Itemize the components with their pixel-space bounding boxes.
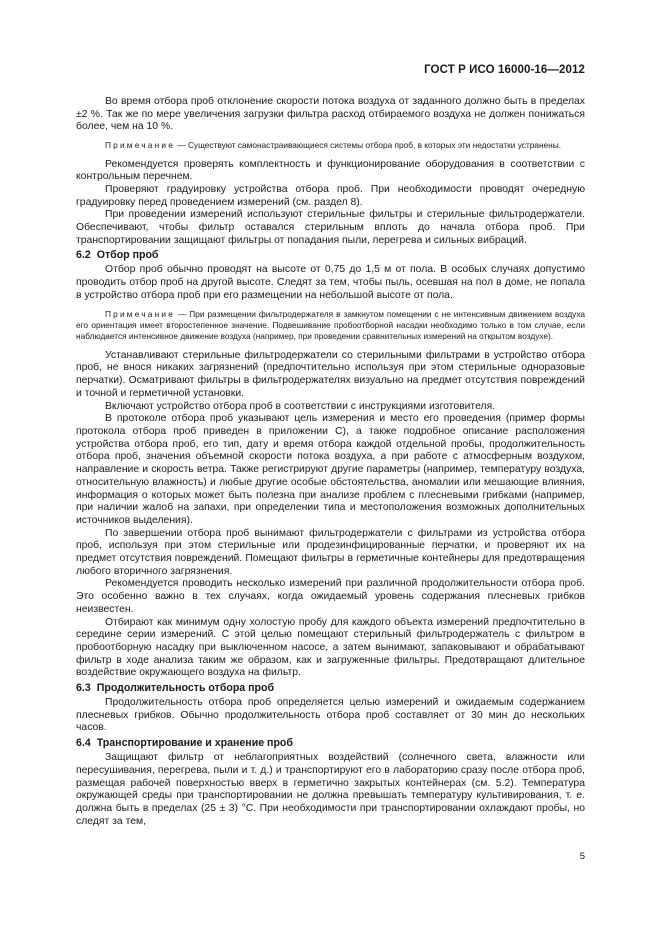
note-paragraph bbox=[76, 309, 585, 343]
body-paragraph: Устанавливают стерильные фильтродержатели со стерильными фильтрами в устройство отбора проб, не внося никаких загрязнений (предпочтительно используя при этом стерильные одноразовые перчатки). Осматривают фильтры в фильтродержателях визуально на предмет отсутствия повреждений и точной и герметичной установки. bbox=[76, 349, 585, 399]
body-paragraph: Защищают фильтр от неблагоприятных воздействий (солнечного света, влажности или пересушивания, перегрева, пыли и т. д.) и транспортируют его в лабораторию сразу после отбора проб, размещая рабочей поверхностью вверх в герметично закрытых контейнерах (см. 5.2). Температура окружающей среды при транспортировании не должна превышать температуру культивирования, т. е. должна быть в пределах (25 ± 3) °С. При необходимости при транспортировании охлаждают пробы, но следят за тем, bbox=[76, 752, 585, 827]
body-paragraph: Отбирают как минимум одну холостую пробу для каждого объекта измерений предпочтительно в середине серии измерений. С этой целью помещают стерильный фильтродержатель с фильтром в пробоотборную насадку при выключенном насосе, а затем вынимают, запаковывают и обрабатывают фильтр в ходе анализа таким же образом, как и загруженные фильтры. Предотвращают длительное воздействие окружающего воздуха на фильтр. bbox=[76, 616, 585, 679]
section-title: Транспортирование и хранение проб bbox=[96, 737, 293, 750]
page-number: 5 bbox=[579, 851, 585, 862]
section-number: 6.3 bbox=[76, 682, 91, 695]
section-heading bbox=[76, 682, 585, 695]
body-paragraph: Во время отбора проб отклонение скорости потока воздуха от заданного должно быть в пределах ±2 %. Так же по мере увеличения загрузки фильтра расход отбираемого воздуха не должен понижаться более, чем на 10 %. bbox=[76, 96, 585, 133]
body-paragraph: При проведении измерений используют стерильные фильтры и стерильные фильтродержатели. Обеспечивают, чтобы фильтр оставался стерильным вплоть до начала отбора проб. При транспортировании защищают фильтры от попадания пыли, перегрева и сильных вибраций. bbox=[76, 209, 585, 246]
body-paragraph: Проверяют градуировку устройства отбора проб. При необходимости проводят очередную градуировку перед проведением измерений (см. раздел 8). bbox=[76, 183, 585, 208]
section-heading bbox=[76, 249, 585, 262]
section-title: Отбор проб bbox=[96, 249, 159, 262]
document-body bbox=[76, 96, 585, 828]
body-paragraph: В протоколе отбора проб указывают цель измерения и место его проведения (пример формы протокола отбора проб приведен в приложении С), а также подробное описание расположения устройства отбора проб, его тип, дату и время отбора каждой отдельной пробы, продолжительность отбора проб, значения объемной скорости потока воздуха, а при работе с атмосферным воздухом, направление и скорость ветра. Также регистрируют другие параметры (например, температуру воздуха, относительную влажность) и любые другие особые обстоятельства, аномалии или мешающие влияния, информация о которых может быть полезна при анализе проблем с плесневыми грибками (например, при наличии жалоб на запахи, при определении типа и местоположения возможных дополнительных источников выделения). bbox=[76, 413, 585, 526]
body-paragraph: Рекомендуется проверять комплектность и функционирование оборудования в соответствии с контрольным перечнем. bbox=[76, 158, 585, 183]
note-paragraph bbox=[76, 140, 585, 151]
body-paragraph: Рекомендуется проводить несколько измерений при различной продолжительности отбора проб. Это особенно важно в тех случаях, когда ожидаемый уровень содержания плесневых грибков неизвестен. bbox=[76, 578, 585, 615]
body-paragraph: По завершении отбора проб вынимают фильтродержатели с фильтрами из устройства отбора проб, используя при этом стерильные или продезинфицированные перчатки, и проверяют их на предмет отсутствия повреждений. Помещают фильтры в герметичные контейнеры для предотвращения любого вторичного загрязнения. bbox=[76, 527, 585, 577]
body-paragraph: Продолжительность отбора проб определяется целью измерений и ожидаемым содержанием плесневых грибков. Обычно продолжительность отбора проб составляет от 30 мин до нескольких часов. bbox=[76, 697, 585, 734]
note-text: — Существуют самонастраивающиеся системы отбора проб, в которых эти недостатки устранены. bbox=[175, 140, 562, 151]
section-title: Продолжительность отбора проб bbox=[96, 682, 275, 695]
body-paragraph: Включают устройство отбора проб в соответствии с инструкциями изготовителя. bbox=[105, 400, 496, 412]
note-label: Примечание bbox=[105, 140, 176, 151]
section-number: 6.2 bbox=[76, 249, 91, 262]
document-header: ГОСТ Р ИСО 16000-16—2012 bbox=[424, 64, 585, 76]
note-text: — При размещении фильтродержателя в замкнутом помещении с не интенсивным движением воздуха его ориентация имеет второстепенное значение. Подвешивание пробоотборной насадки необходимо только в том случае, если наблюдается интенсивное движение воздуха (например, при проведении сравнительных измерений на открытом воздухе). bbox=[76, 308, 585, 342]
note-label: Примечание bbox=[105, 308, 176, 319]
section-number: 6.4 bbox=[76, 737, 91, 750]
section-heading bbox=[76, 737, 585, 750]
body-paragraph: Отбор проб обычно проводят на высоте от 0,75 до 1,5 м от пола. В особых случаях допустимо проводить отбор проб на другой высоте. Следят за тем, чтобы пыль, осевшая на пол в доме, не попала в устройство отбора проб при его размещении на небольшой высоте от пола. bbox=[76, 264, 585, 301]
